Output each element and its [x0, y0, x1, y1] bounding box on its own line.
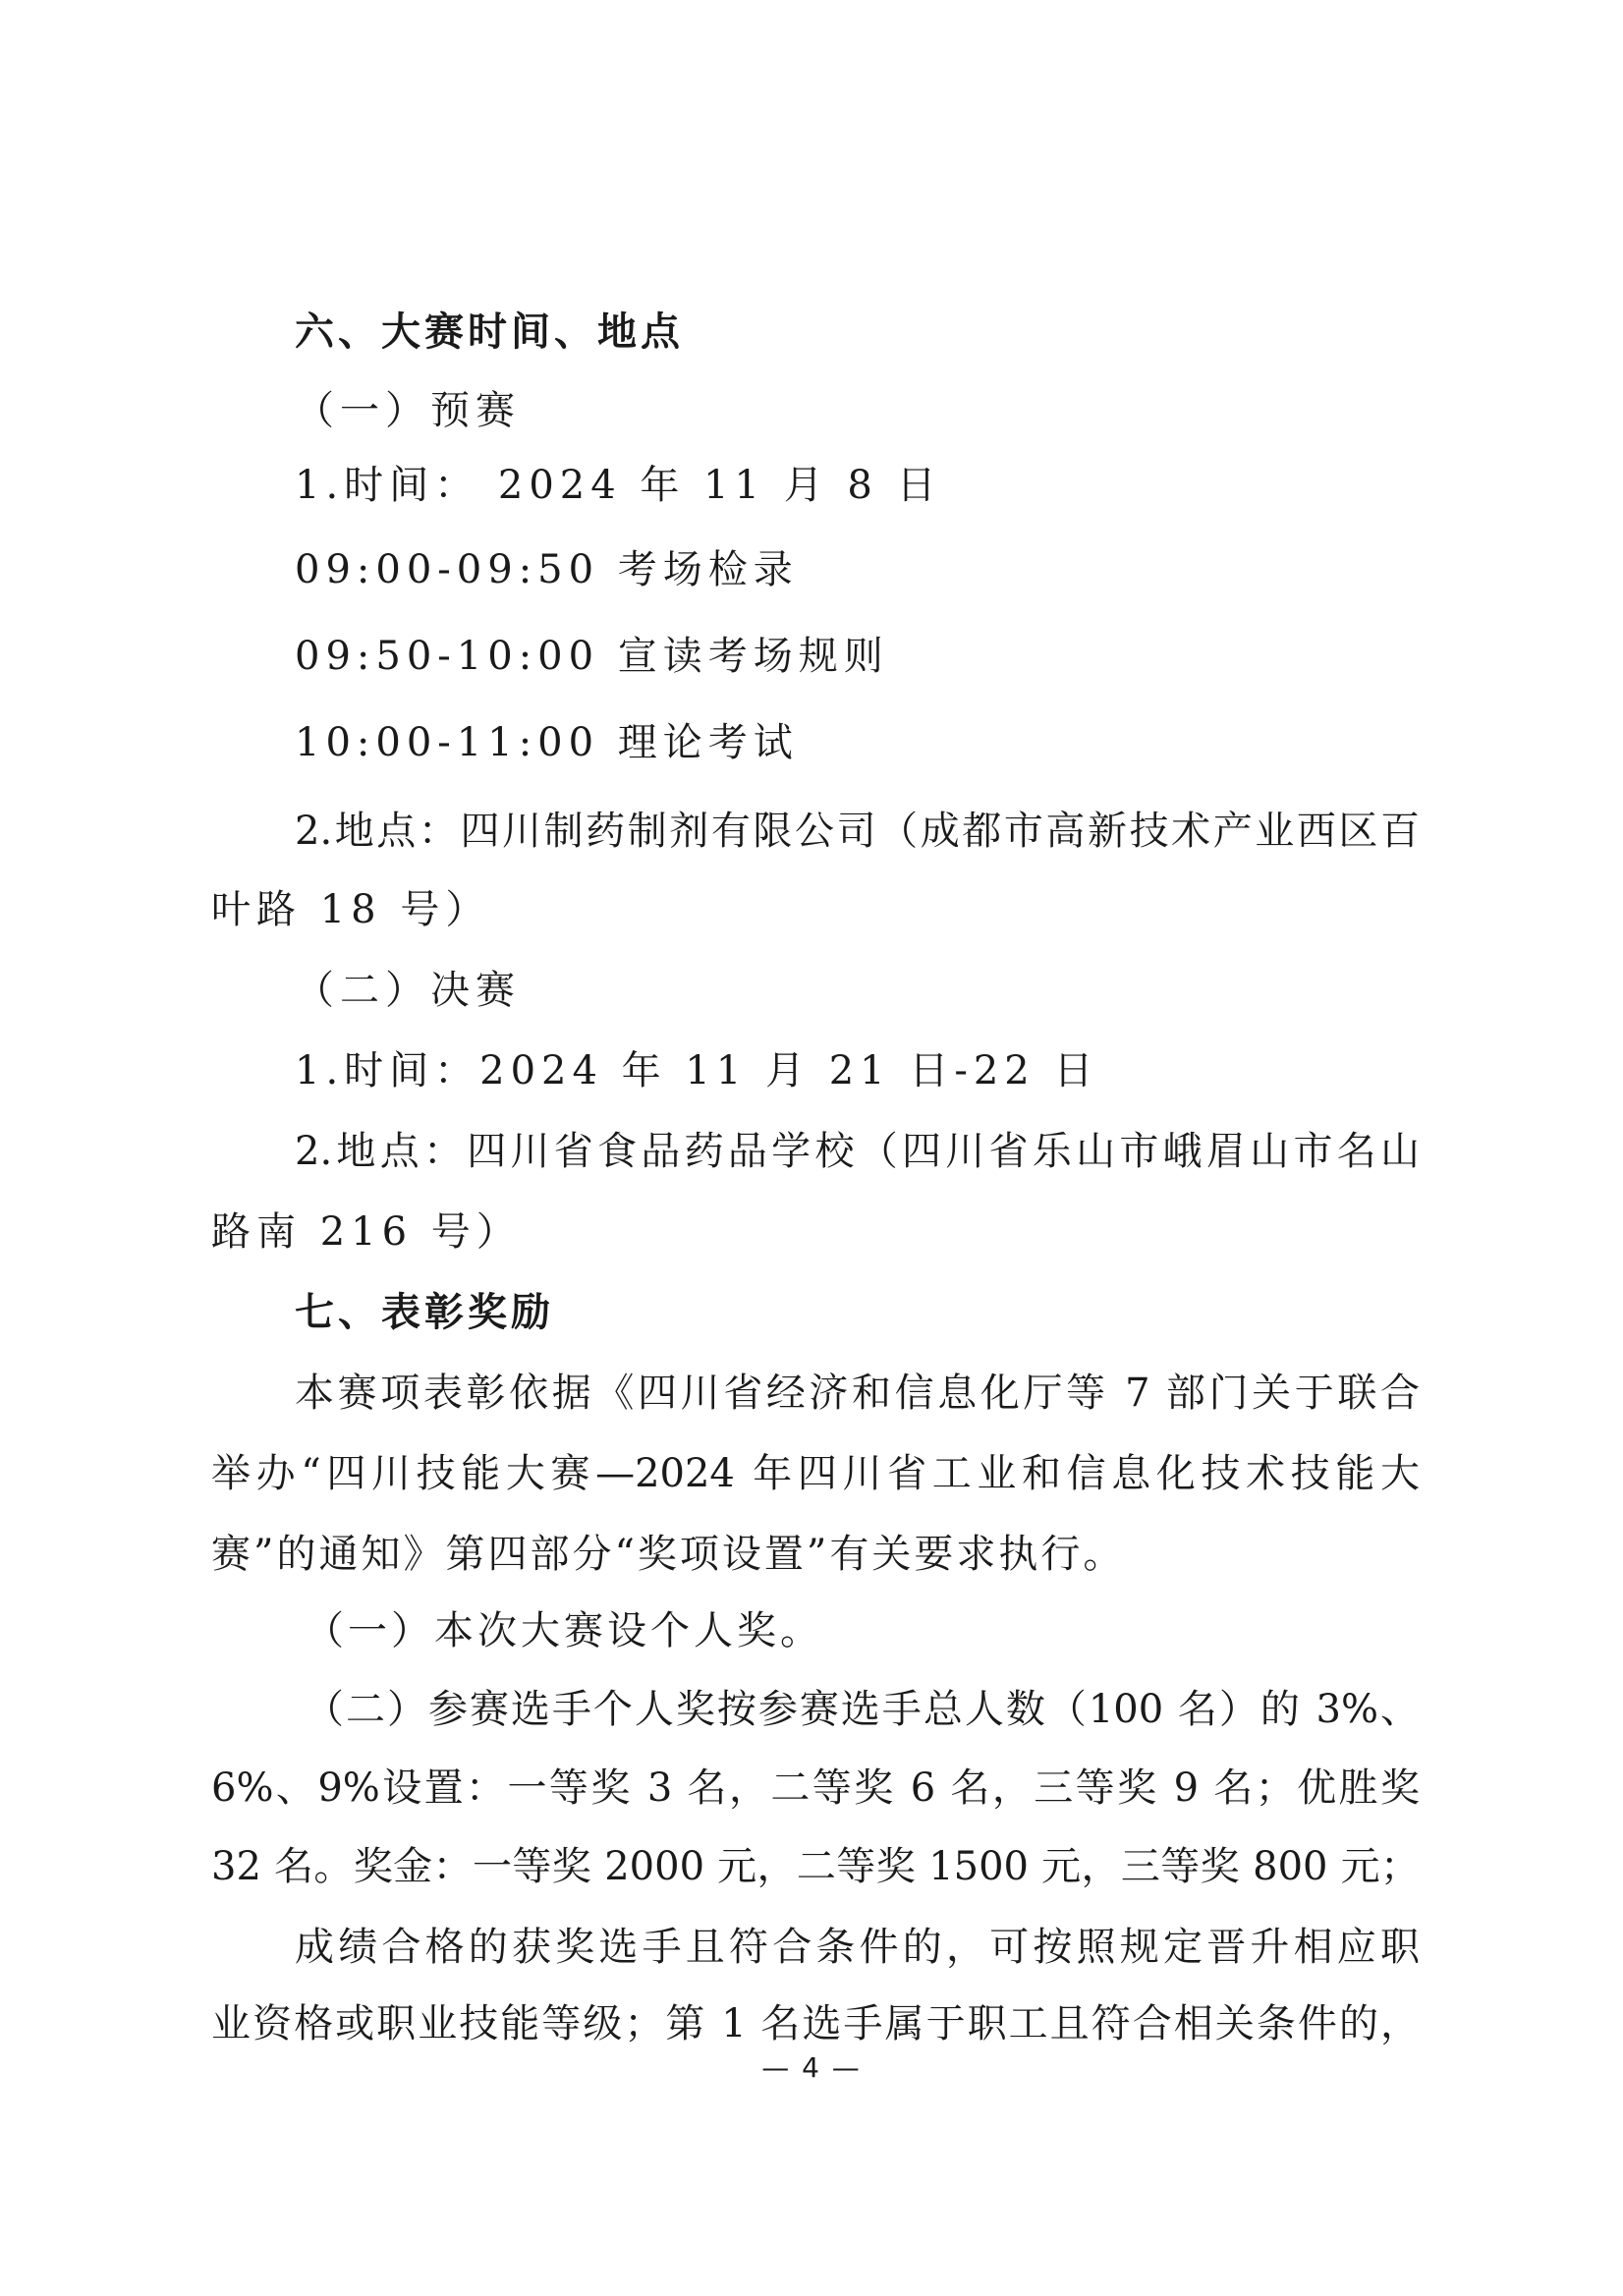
final-venue-line-1: 2.地点：四川省食品药品学校（四川省乐山市峨眉山市名山 [295, 1129, 1420, 1174]
award-basis-line-3: 赛”的通知》第四部分“奖项设置”有关要求执行。 [211, 1532, 1126, 1577]
final-venue-line-2: 路南 216 号） [211, 1209, 522, 1255]
award-basis-line-1: 本赛项表彰依据《四川省经济和信息化厅等 7 部门关于联合 [295, 1371, 1420, 1416]
qualification-line-1: 成绩合格的获奖选手且符合条件的，可按照规定晋升相应职 [295, 1925, 1420, 1970]
final-time: 1.时间：2024 年 11 月 21 日-22 日 [295, 1048, 1099, 1093]
award-ratio-line-1: （二）参赛选手个人奖按参赛选手总人数（100 名）的 3%、 [305, 1687, 1420, 1732]
page-number: — 4 — [761, 2051, 862, 2084]
preliminary-slot-theory-exam: 10:00-11:00 理论考试 [295, 720, 799, 765]
preliminary-slot-rules: 09:50-10:00 宣读考场规则 [295, 634, 889, 679]
award-individual-prize: （一）本次大赛设个人奖。 [305, 1608, 823, 1653]
preliminary-venue-line-1: 2.地点：四川制药制剂有限公司（成都市高新技术产业西区百 [295, 809, 1420, 854]
section-heading-awards: 七、表彰奖励 [295, 1290, 554, 1335]
award-basis-line-2: 举办“四川技能大赛—2024 年四川省工业和信息化技术技能大 [211, 1451, 1420, 1496]
preliminary-time: 1.时间： 2024 年 11 月 8 日 [295, 463, 942, 508]
preliminary-slot-checkin: 09:00-09:50 考场检录 [295, 547, 799, 592]
section-heading-schedule-venue: 六、大赛时间、地点 [295, 309, 684, 355]
subheading-preliminary: （一）预赛 [295, 388, 521, 433]
award-ratio-line-2: 6%、9%设置：一等奖 3 名，二等奖 6 名，三等奖 9 名；优胜奖 [211, 1765, 1420, 1811]
award-ratio-line-3: 32 名。奖金：一等奖 2000 元，二等奖 1500 元，三等奖 800 元； [211, 1844, 1420, 1889]
subheading-final: （二）决赛 [295, 968, 521, 1013]
preliminary-venue-line-2: 叶路 18 号） [211, 887, 491, 932]
qualification-line-2: 业资格或职业技能等级；第 1 名选手属于职工且符合相关条件的， [211, 2001, 1420, 2046]
